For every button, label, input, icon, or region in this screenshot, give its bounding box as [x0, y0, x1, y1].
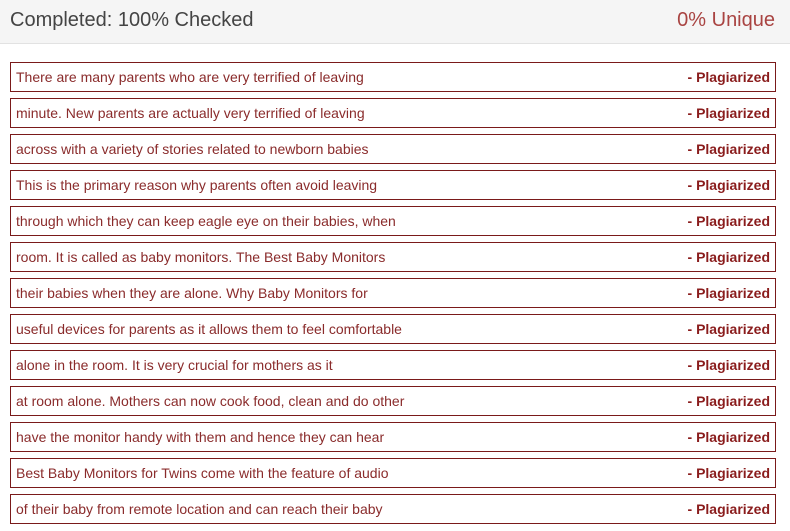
result-row[interactable] [10, 314, 776, 344]
result-sentence: through which they can keep eagle eye on their babies, when [16, 213, 396, 229]
result-sentence: Best Baby Monitors for Twins come with the feature of audio [16, 465, 389, 481]
result-sentence: have the monitor handy with them and hence they can hear [16, 429, 385, 445]
result-sentence: of their baby from remote location and can reach their baby [16, 501, 383, 517]
results-list [10, 62, 776, 530]
plagiarized-label: - Plagiarized [687, 213, 770, 229]
result-sentence: This is the primary reason why parents often avoid leaving [16, 177, 378, 193]
result-row[interactable] [10, 134, 776, 164]
plagiarized-label: - Plagiarized [687, 321, 770, 337]
result-row[interactable] [10, 62, 776, 92]
result-row[interactable] [10, 206, 776, 236]
plagiarized-label: - Plagiarized [687, 393, 770, 409]
plagiarized-label: - Plagiarized [687, 177, 770, 193]
plagiarized-label: - Plagiarized [687, 285, 770, 301]
plagiarized-label: - Plagiarized [687, 141, 770, 157]
result-row[interactable] [10, 494, 776, 524]
result-sentence: room. It is called as baby monitors. The Best Baby Monitors [16, 249, 386, 265]
result-sentence: across with a variety of stories related to newborn babies [16, 141, 369, 157]
plagiarized-label: - Plagiarized [687, 69, 770, 85]
plagiarized-label: - Plagiarized [687, 501, 770, 517]
results-header [0, 0, 790, 44]
result-sentence: minute. New parents are actually very terrified of leaving [16, 105, 365, 121]
plagiarized-label: - Plagiarized [687, 357, 770, 373]
result-sentence: useful devices for parents as it allows them to feel comfortable [16, 321, 402, 337]
result-sentence: There are many parents who are very terrified of leaving [16, 69, 364, 85]
result-sentence: at room alone. Mothers can now cook food, clean and do other [16, 393, 405, 409]
result-row[interactable] [10, 422, 776, 452]
plagiarized-label: - Plagiarized [687, 465, 770, 481]
result-row[interactable] [10, 458, 776, 488]
result-row[interactable] [10, 242, 776, 272]
result-row[interactable] [10, 386, 776, 416]
result-row[interactable] [10, 350, 776, 380]
plagiarized-label: - Plagiarized [687, 249, 770, 265]
uniqueness-score: 0% Unique [677, 9, 775, 31]
result-row[interactable] [10, 278, 776, 308]
plagiarized-label: - Plagiarized [687, 105, 770, 121]
result-row[interactable] [10, 98, 776, 128]
result-row[interactable] [10, 170, 776, 200]
plagiarized-label: - Plagiarized [687, 429, 770, 445]
result-sentence: their babies when they are alone. Why Baby Monitors for [16, 285, 368, 301]
result-sentence: alone in the room. It is very crucial for mothers as it [16, 357, 333, 373]
check-progress-status: Completed: 100% Checked [10, 9, 254, 31]
